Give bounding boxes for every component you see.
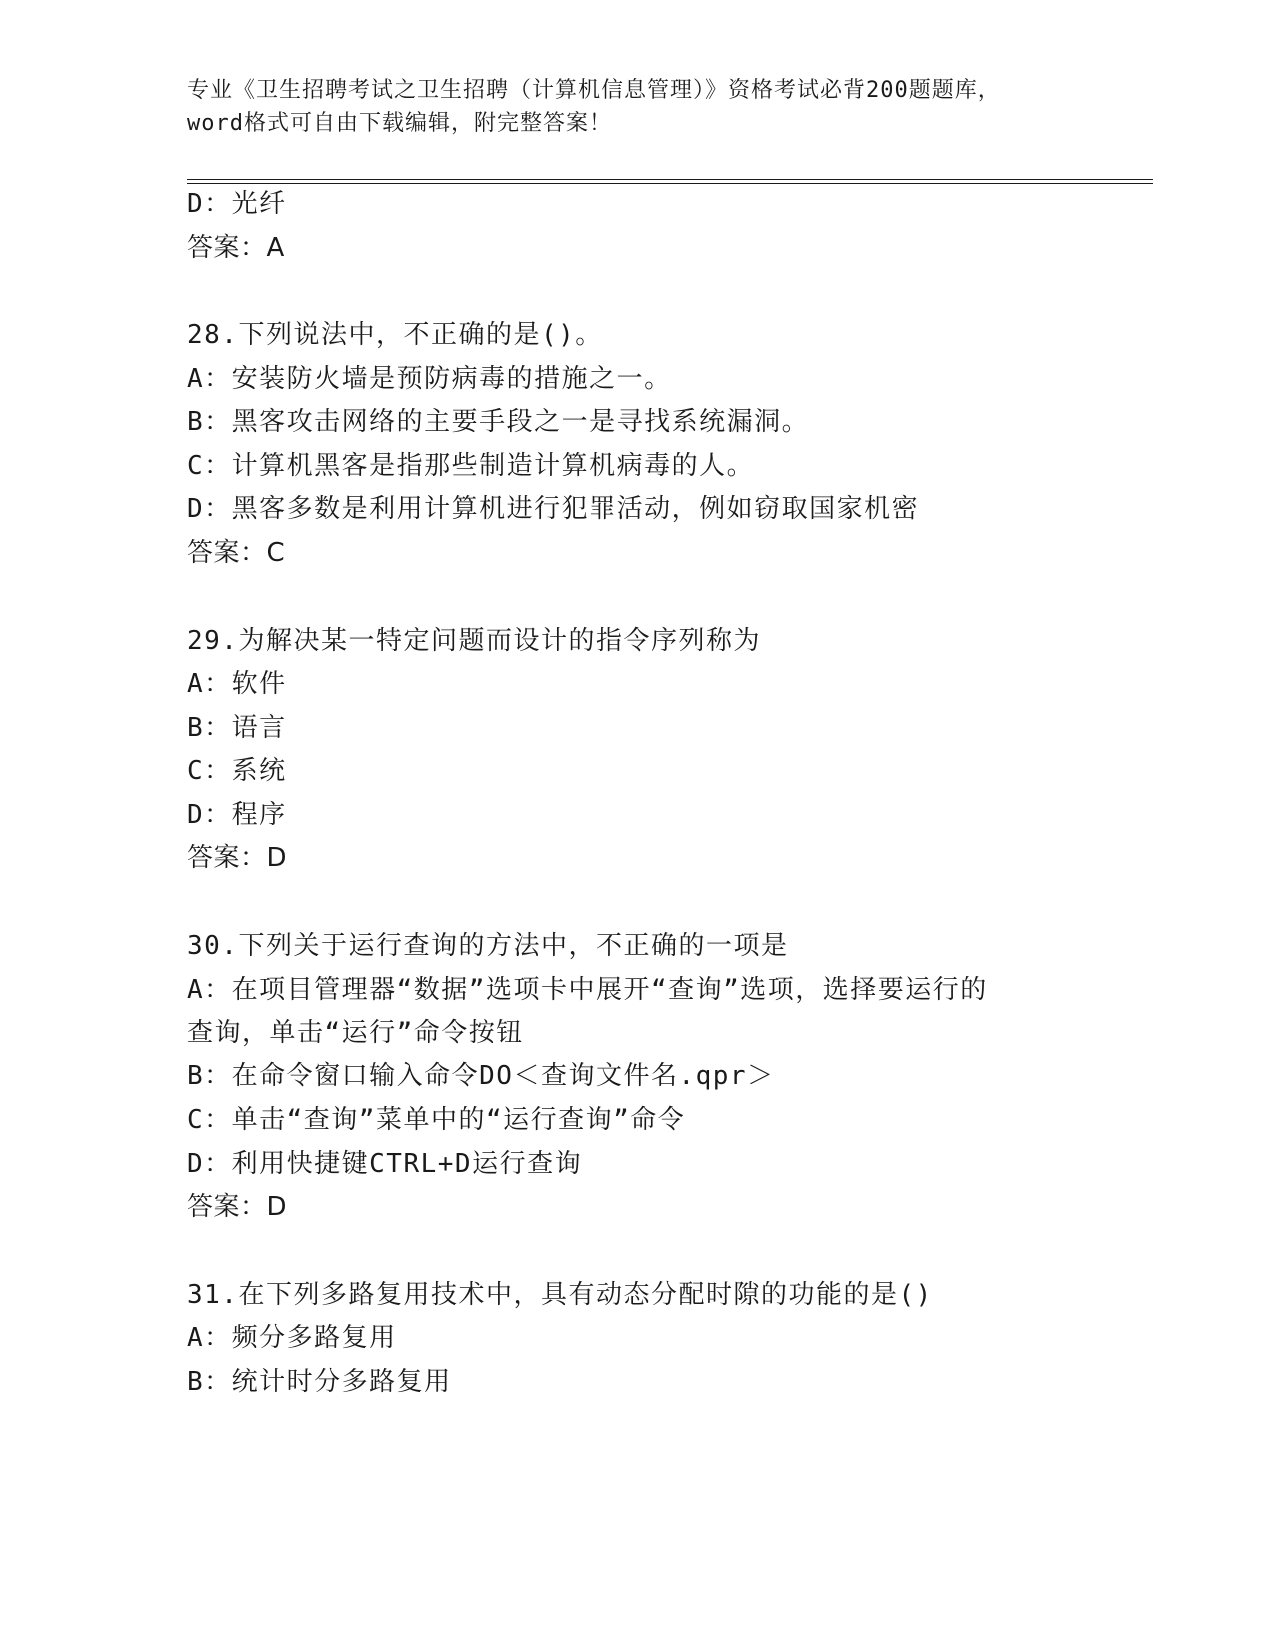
q28-question: 28.下列说法中，不正确的是()。 <box>187 320 603 350</box>
q28-answer: 答案：C <box>187 538 286 568</box>
q30-option-c: C：单击“查询”菜单中的“运行查询”命令 <box>187 1105 686 1135</box>
q29-answer: 答案：D <box>187 843 288 873</box>
prev-answer: 答案：A <box>187 233 285 263</box>
q30-question: 30.下列关于运行查询的方法中，不正确的一项是 <box>187 931 789 961</box>
q29-question: 29.为解决某一特定问题而设计的指令序列称为 <box>187 626 761 656</box>
header-title-line-2: word格式可自由下载编辑，附完整答案！ <box>187 111 612 136</box>
q31-option-b: B：统计时分多路复用 <box>187 1367 452 1397</box>
q29-option-a: A：软件 <box>187 669 287 699</box>
document-header <box>187 74 1087 140</box>
q30-option-b: B：在命令窗口输入命令DO＜查询文件名.qpr＞ <box>187 1061 775 1091</box>
q28-option-c: C：计算机黑客是指那些制造计算机病毒的人。 <box>187 451 755 481</box>
header-divider-bottom <box>187 183 1153 184</box>
q30-answer: 答案：D <box>187 1192 288 1222</box>
q31-question: 31.在下列多路复用技术中，具有动态分配时隙的功能的是() <box>187 1280 933 1310</box>
prev-option-d: D：光纤 <box>187 189 287 219</box>
q29-option-d: D：程序 <box>187 800 287 830</box>
q28-option-a: A：安装防火墙是预防病毒的措施之一。 <box>187 364 672 394</box>
q29-option-c: C：系统 <box>187 756 287 786</box>
q29-option-b: B：语言 <box>187 713 287 743</box>
q28-option-b: B：黑客攻击网络的主要手段之一是寻找系统漏洞。 <box>187 407 810 437</box>
q30-option-a-line-1: A：在项目管理器“数据”选项卡中展开“查询”选项，选择要运行的 <box>187 975 988 1005</box>
header-title-line-1: 专业《卫生招聘考试之卫生招聘（计算机信息管理）》资格考试必背200题题库， <box>187 78 1001 103</box>
q28-option-d: D：黑客多数是利用计算机进行犯罪活动，例如窃取国家机密 <box>187 494 920 524</box>
q30-option-a-line-2: 查询，单击“运行”命令按钮 <box>187 1018 524 1048</box>
header-divider-top <box>187 179 1153 180</box>
q30-option-d: D：利用快捷键CTRL+D运行查询 <box>187 1149 583 1179</box>
q31-option-a: A：频分多路复用 <box>187 1323 397 1353</box>
